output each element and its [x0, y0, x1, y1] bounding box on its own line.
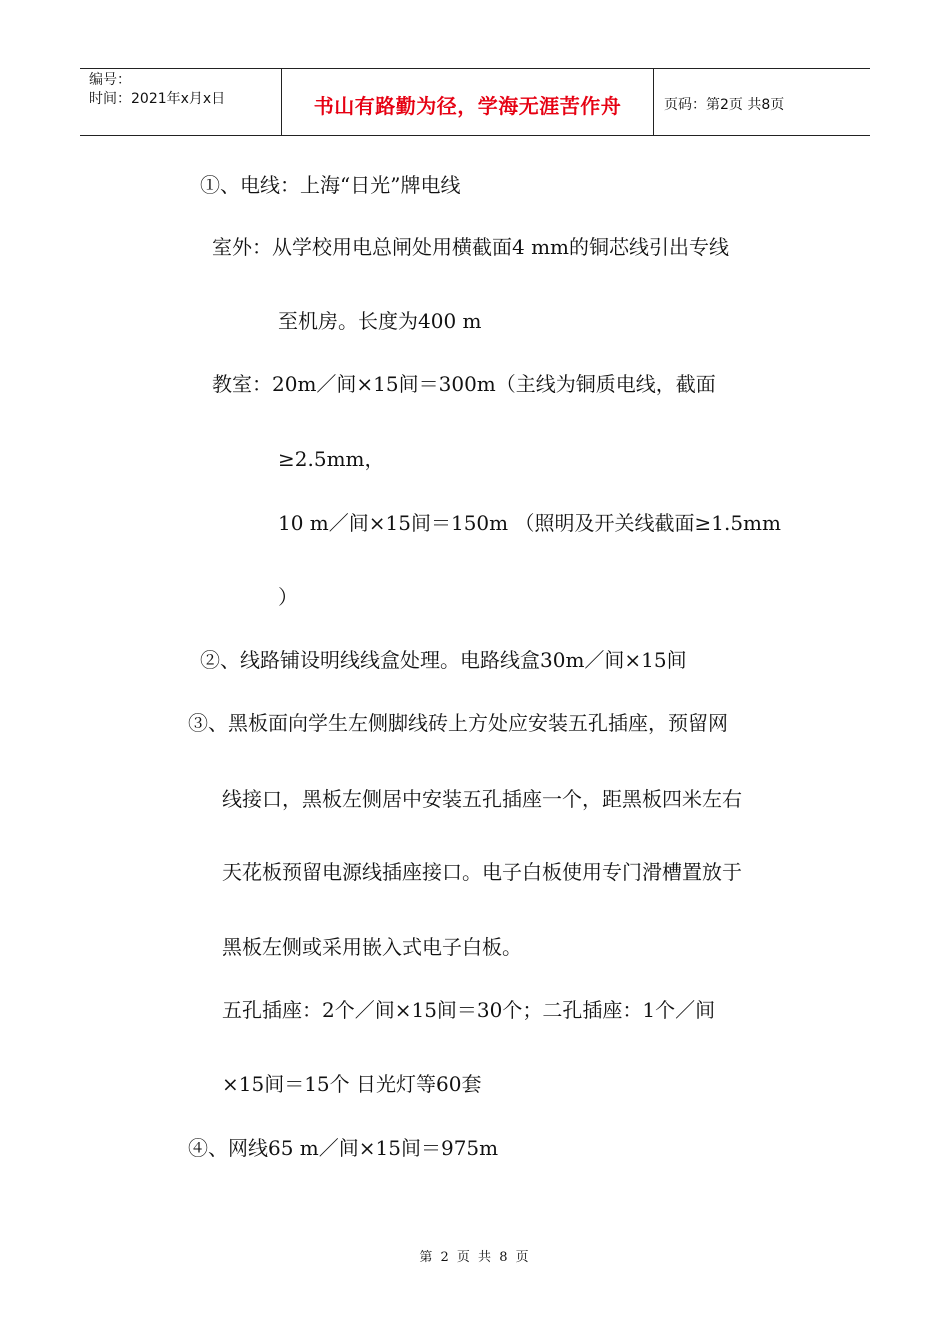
- body-line: 天花板预留电源线插座接口。电子白板使用专门滑槽置放于: [222, 860, 742, 884]
- body-line: ④、网线65 m／间×15间＝975m: [188, 1136, 499, 1160]
- header-motto: 书山有路勤为径，学海无涯苦作舟: [282, 69, 654, 135]
- body-line: 教室：20m／间×15间＝300m（主线为铜质电线，截面: [212, 372, 716, 396]
- body-line: ≥2.5mm，: [278, 447, 385, 471]
- body-line: 黑板左侧或采用嵌入式电子白板。: [222, 935, 522, 959]
- body-line: ）: [278, 585, 298, 609]
- header-meta: [80, 69, 282, 135]
- body-line: 室外：从学校用电总闸处用横截面4 mm的铜芯线引出专线: [212, 235, 730, 259]
- document-number-label: 编号：: [89, 72, 131, 88]
- body-line: ③、黑板面向学生左侧脚线砖上方处应安装五孔插座，预留网: [188, 711, 728, 735]
- page-footer: 第 2 页 共 8 页: [419, 1250, 531, 1265]
- body-line: 五孔插座：2个／间×15间＝30个；二孔插座：1个／间: [222, 998, 716, 1022]
- document-time-label: 时间：2021年x月x日: [89, 91, 226, 107]
- body-line: ②、线路铺设明线线盒处理。电路线盒30m／间×15间: [200, 648, 687, 672]
- body-line: ×15间＝15个 日光灯等60套: [222, 1072, 482, 1096]
- body-line: 线接口，黑板左侧居中安装五孔插座一个，距黑板四米左右: [222, 787, 742, 811]
- header-page-info: 页码：第2页 共8页: [664, 97, 785, 113]
- page-header: [80, 68, 870, 136]
- body-line: 至机房。长度为400 m: [278, 309, 482, 333]
- body-line: ①、电线：上海“日光”牌电线: [200, 173, 461, 197]
- body-line: 10 m／间×15间＝150m （照明及开关线截面≥1.5mm: [278, 511, 781, 535]
